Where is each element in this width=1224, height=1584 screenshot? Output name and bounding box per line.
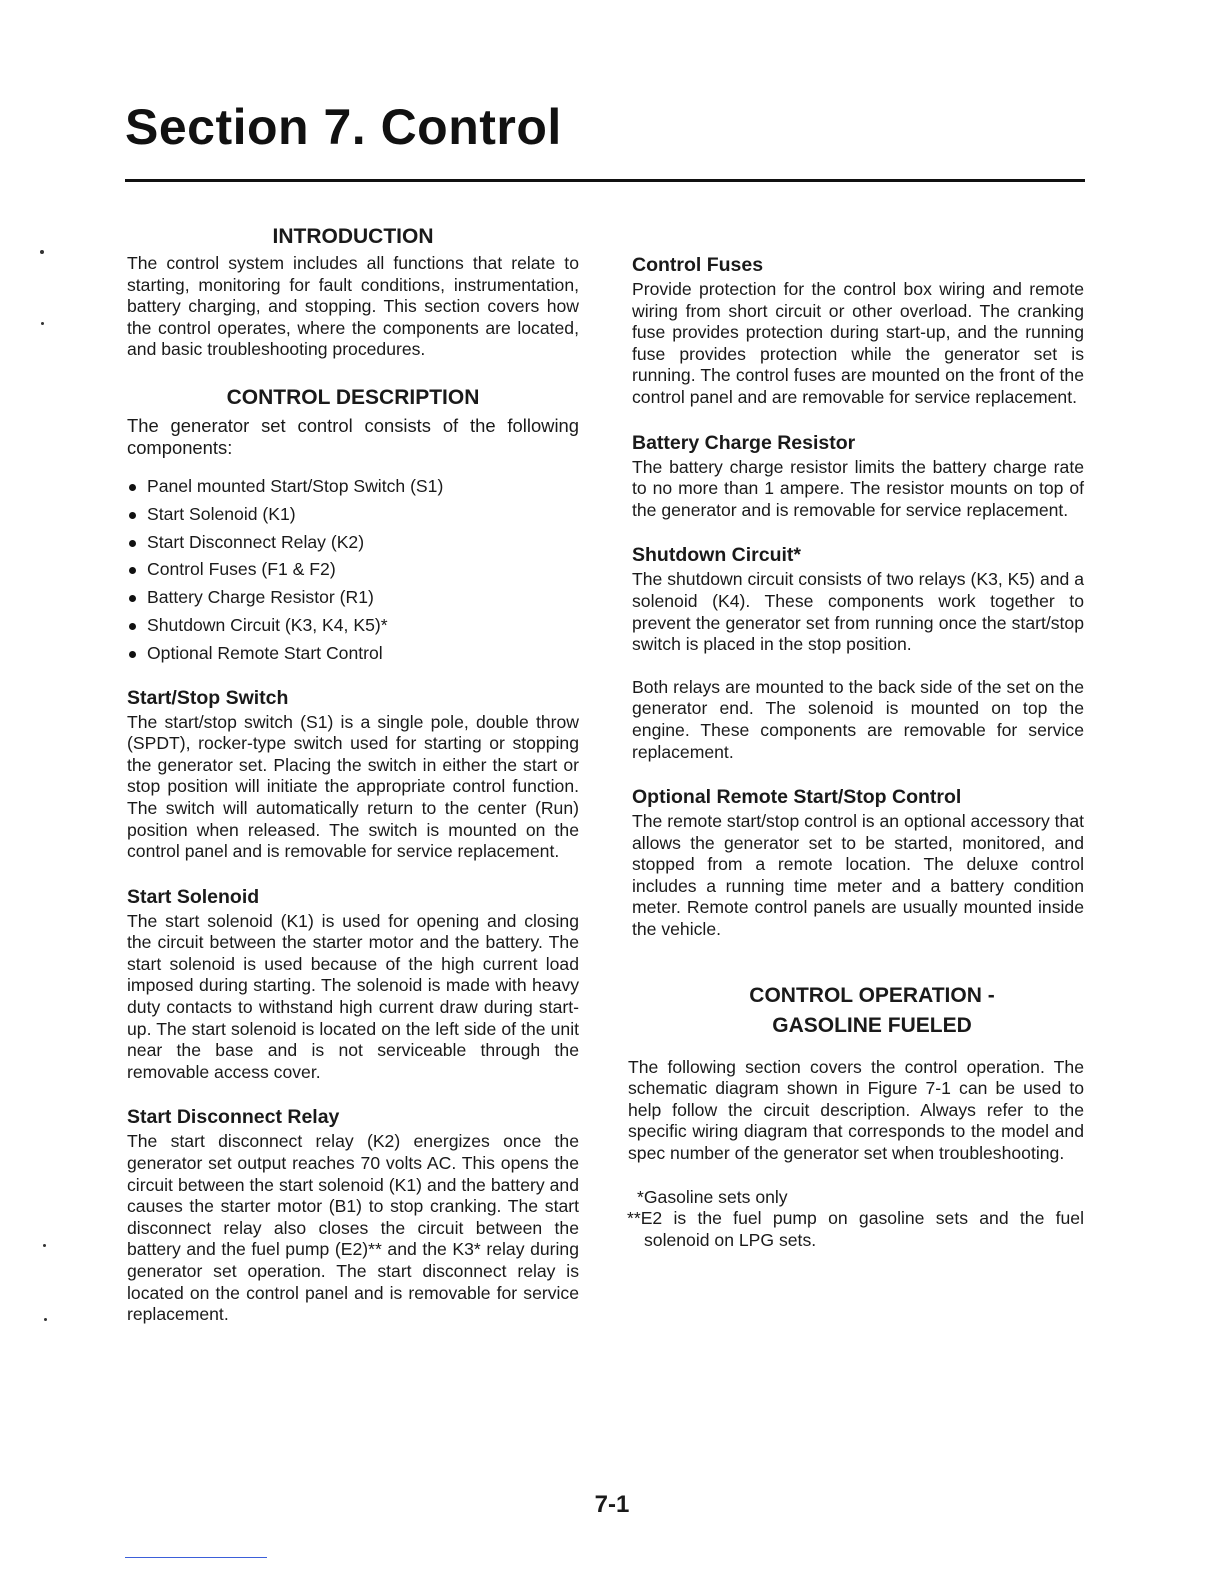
control-description-text: The generator set control consists of the following components: <box>127 414 579 458</box>
bullet-icon <box>129 623 136 630</box>
list-item: Start Disconnect Relay (K2) <box>127 529 579 557</box>
introduction-heading: INTRODUCTION <box>272 225 434 248</box>
start-disconnect-relay-text: The start disconnect relay (K2) energizes once the generator set output reaches 70 volts AC. This opens the circuit between the start solenoid (K1) and the battery and causes the starter motor (B1) to stop cranking. The start disconnect relay also closes the circuit between the battery and the fuel pump (E2)** and the K3* relay during generator set operation. The start disconnect relay is located on the control panel and is removable for service replacement. <box>127 1131 579 1325</box>
right-column <box>627 253 1084 1251</box>
scan-speck <box>40 250 44 254</box>
shutdown-circuit-text: The shutdown circuit consists of two relays (K3, K5) and a solenoid (K4). These components work together to prevent the generator set from running once the start/stop switch is placed in the stop position. <box>632 569 1084 655</box>
list-item: Panel mounted Start/Stop Switch (S1) <box>127 473 579 501</box>
control-description-heading: CONTROL DESCRIPTION <box>226 385 480 409</box>
control-fuses-heading: Control Fuses <box>632 254 764 276</box>
control-operation-heading: CONTROL OPERATION - GASOLINE FUELED <box>749 983 995 1037</box>
bullet-icon <box>129 540 136 547</box>
scan-speck <box>44 1318 47 1321</box>
footnote-gasoline: *Gasoline sets only <box>637 1186 788 1207</box>
start-solenoid-heading: Start Solenoid <box>127 885 260 908</box>
start-solenoid-text: The start solenoid (K1) is used for opening and closing the circuit between the starter motor and the battery. The start solenoid is used because of the high current load imposed during starting. The solenoid is made with heavy duty contacts to withstand high current draw during start-up. The start solenoid is located on the left side of the unit near the base and is not serviceable through the removable access cover. <box>127 910 579 1082</box>
control-fuses-text: Provide protection for the control box wiring and remote wiring from short circuit or other overload. The cranking fuse provides protection during start-up, and the running fuse provides protection while the generator set is running. The control fuses are mounted on the front of the control panel and are removable for service replacement. <box>632 279 1084 407</box>
shutdown-circuit-text-2: Both relays are mounted to the back side of the set on the generator end. The solenoid is mounted on top the engine. These components are removable for service replacement. <box>632 676 1084 762</box>
battery-charge-resistor-heading: Battery Charge Resistor <box>632 431 856 454</box>
control-operation-text: The following section covers the control operation. The schematic diagram shown in Figure 7-1 can be used to help follow the circuit description. Always refer to the specific wiring diagram that corresponds to the model and spec number of the generator set when troubleshooting. <box>628 1056 1084 1164</box>
scan-speck <box>43 1244 46 1247</box>
components-list <box>127 473 579 668</box>
remote-control-heading: Optional Remote Start/Stop Control <box>632 786 962 809</box>
introduction-text: The control system includes all functions that relate to starting, monitoring for fault conditions, instrumentation, battery charging, and stopping. This section covers how the control operates, where the components are located, and basic troubleshooting procedures. <box>127 253 579 360</box>
start-stop-switch-heading: Start/Stop Switch <box>127 686 289 709</box>
list-item: Start Solenoid (K1) <box>127 501 579 529</box>
list-item: Control Fuses (F1 & F2) <box>127 556 579 584</box>
battery-charge-resistor-text: The battery charge resistor limits the battery charge rate to no more than 1 ampere. The resistor mounts on top of the generator and is removable for service replacement. <box>632 456 1084 520</box>
start-stop-switch-text: The start/stop switch (S1) is a single pole, double throw (SPDT), rocker-type switch used for starting or stopping the generator set. Placing the switch in either the start or stop position will initiate the appropriate control function. The switch will automatically return to the center (Run) position when released. The switch is mounted on the control panel and is removable for service replacement. <box>127 711 579 862</box>
bullet-icon <box>129 651 136 658</box>
bullet-icon <box>129 484 136 491</box>
start-disconnect-relay-heading: Start Disconnect Relay <box>127 1106 340 1129</box>
scan-speck <box>41 322 44 325</box>
list-item: Optional Remote Start Control <box>127 640 579 668</box>
list-item: Shutdown Circuit (K3, K4, K5)* <box>127 612 579 640</box>
footer-line <box>125 1557 267 1558</box>
shutdown-circuit-heading: Shutdown Circuit* <box>632 544 801 567</box>
bullet-icon <box>129 595 136 602</box>
footnote-e2: **E2 is the fuel pump on gasoline sets and the fuel solenoid on LPG sets. <box>627 1208 1084 1250</box>
page-title: Section 7. Control <box>125 99 562 155</box>
title-rule <box>125 179 1085 182</box>
page-number: 7-1 <box>594 1491 630 1518</box>
left-column <box>127 222 579 1326</box>
bullet-icon <box>129 567 136 574</box>
remote-control-text: The remote start/stop control is an optional accessory that allows the generator set to be started, monitored, and stopped from a remote location. The deluxe control includes a running time meter and a battery condition meter. Remote control panels are usually mounted inside the vehicle. <box>632 811 1084 940</box>
list-item: Battery Charge Resistor (R1) <box>127 584 579 612</box>
bullet-icon <box>129 512 136 519</box>
